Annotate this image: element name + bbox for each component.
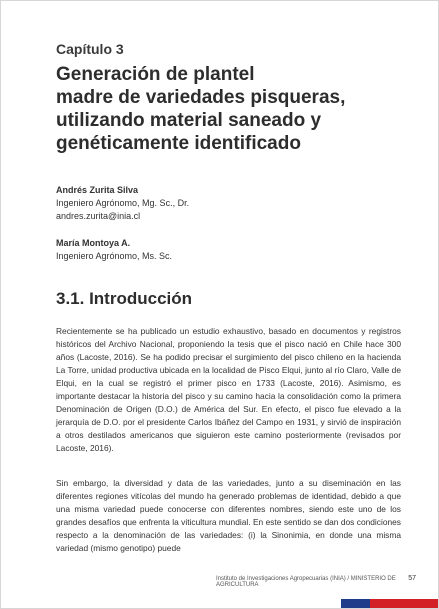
footer-text: Instituto de Investigaciones Agropecuarias (INIA) / MINISTERIO DE AGRICULTURA [216, 576, 396, 588]
author-name: Andrés Zurita Silva [56, 185, 139, 195]
title-line: madre de variedades pisqueras, [56, 87, 346, 108]
title-line: utilizando material saneado y [56, 110, 322, 131]
title-line: Generación de plantel [56, 64, 255, 85]
author-role: Ingeniero Agrónomo, Ms. Sc. [56, 251, 173, 261]
author-name: María Montoya A. [56, 238, 131, 248]
page-footer [216, 576, 416, 588]
flag-blue-stripe [341, 599, 370, 609]
section-heading: 3.1. Introducción [56, 289, 193, 308]
flag-red-stripe [370, 599, 439, 609]
page-number: 57 [408, 575, 416, 582]
chapter-label: Capítulo 3 [56, 41, 124, 57]
author-block [56, 184, 189, 223]
body-paragraph: Sin embargo, la diversidad y data de las variedades, junto a su diseminación en las diferentes regiones vitícolas del mundo ha generado problemas de identidad, debido a que una misma variedad puede conocerse con diferentes nombres, siendo este uno de los grandes desafíos que enfrenta la viticultura mundial. En este sentido se dan dos condiciones respecto a la denominación de las variedades: (i) la Sinonimia, en donde una misma variedad (mismo genotipo) puede [56, 478, 401, 553]
author-email: andres.zurita@inia.cl [56, 211, 141, 221]
chapter-title [56, 63, 396, 155]
title-line: genéticamente identificado [56, 133, 301, 154]
body-paragraph: Recientemente se ha publicado un estudio exhaustivo, basado en documentos y registros históricos del Archivo Nacional, proponiendo la tesis que el pisco nació en Chile hace 300 años (Lacoste, 2016). Se ha podido precisar el surgimiento del pisco chileno en la hacienda La Torre, unidad productiva ubicada en la localidad de Pisco Elqui, junto al río Claro, Valle de Elqui, en la cual se registró el primer pisco en 1733 (Lacoste, 2016). Asimismo, es importante destacar la historia del pisco y su camino hacia la consolidación como la primera Denominación de Origen (D.O.) de América del Sur. En efecto, el pisco fue elevado a la jerarquía de D.O. por el presidente Carlos Ibáñez del Campo en 1931, y sirvió de inspiración a otros destilados americanos que siguieron este camino posteriormente (revisados por Lacoste, 2016). [56, 326, 401, 453]
author-role: Ingeniero Agrónomo, Mg. Sc., Dr. [56, 198, 190, 208]
author-block [56, 237, 172, 263]
